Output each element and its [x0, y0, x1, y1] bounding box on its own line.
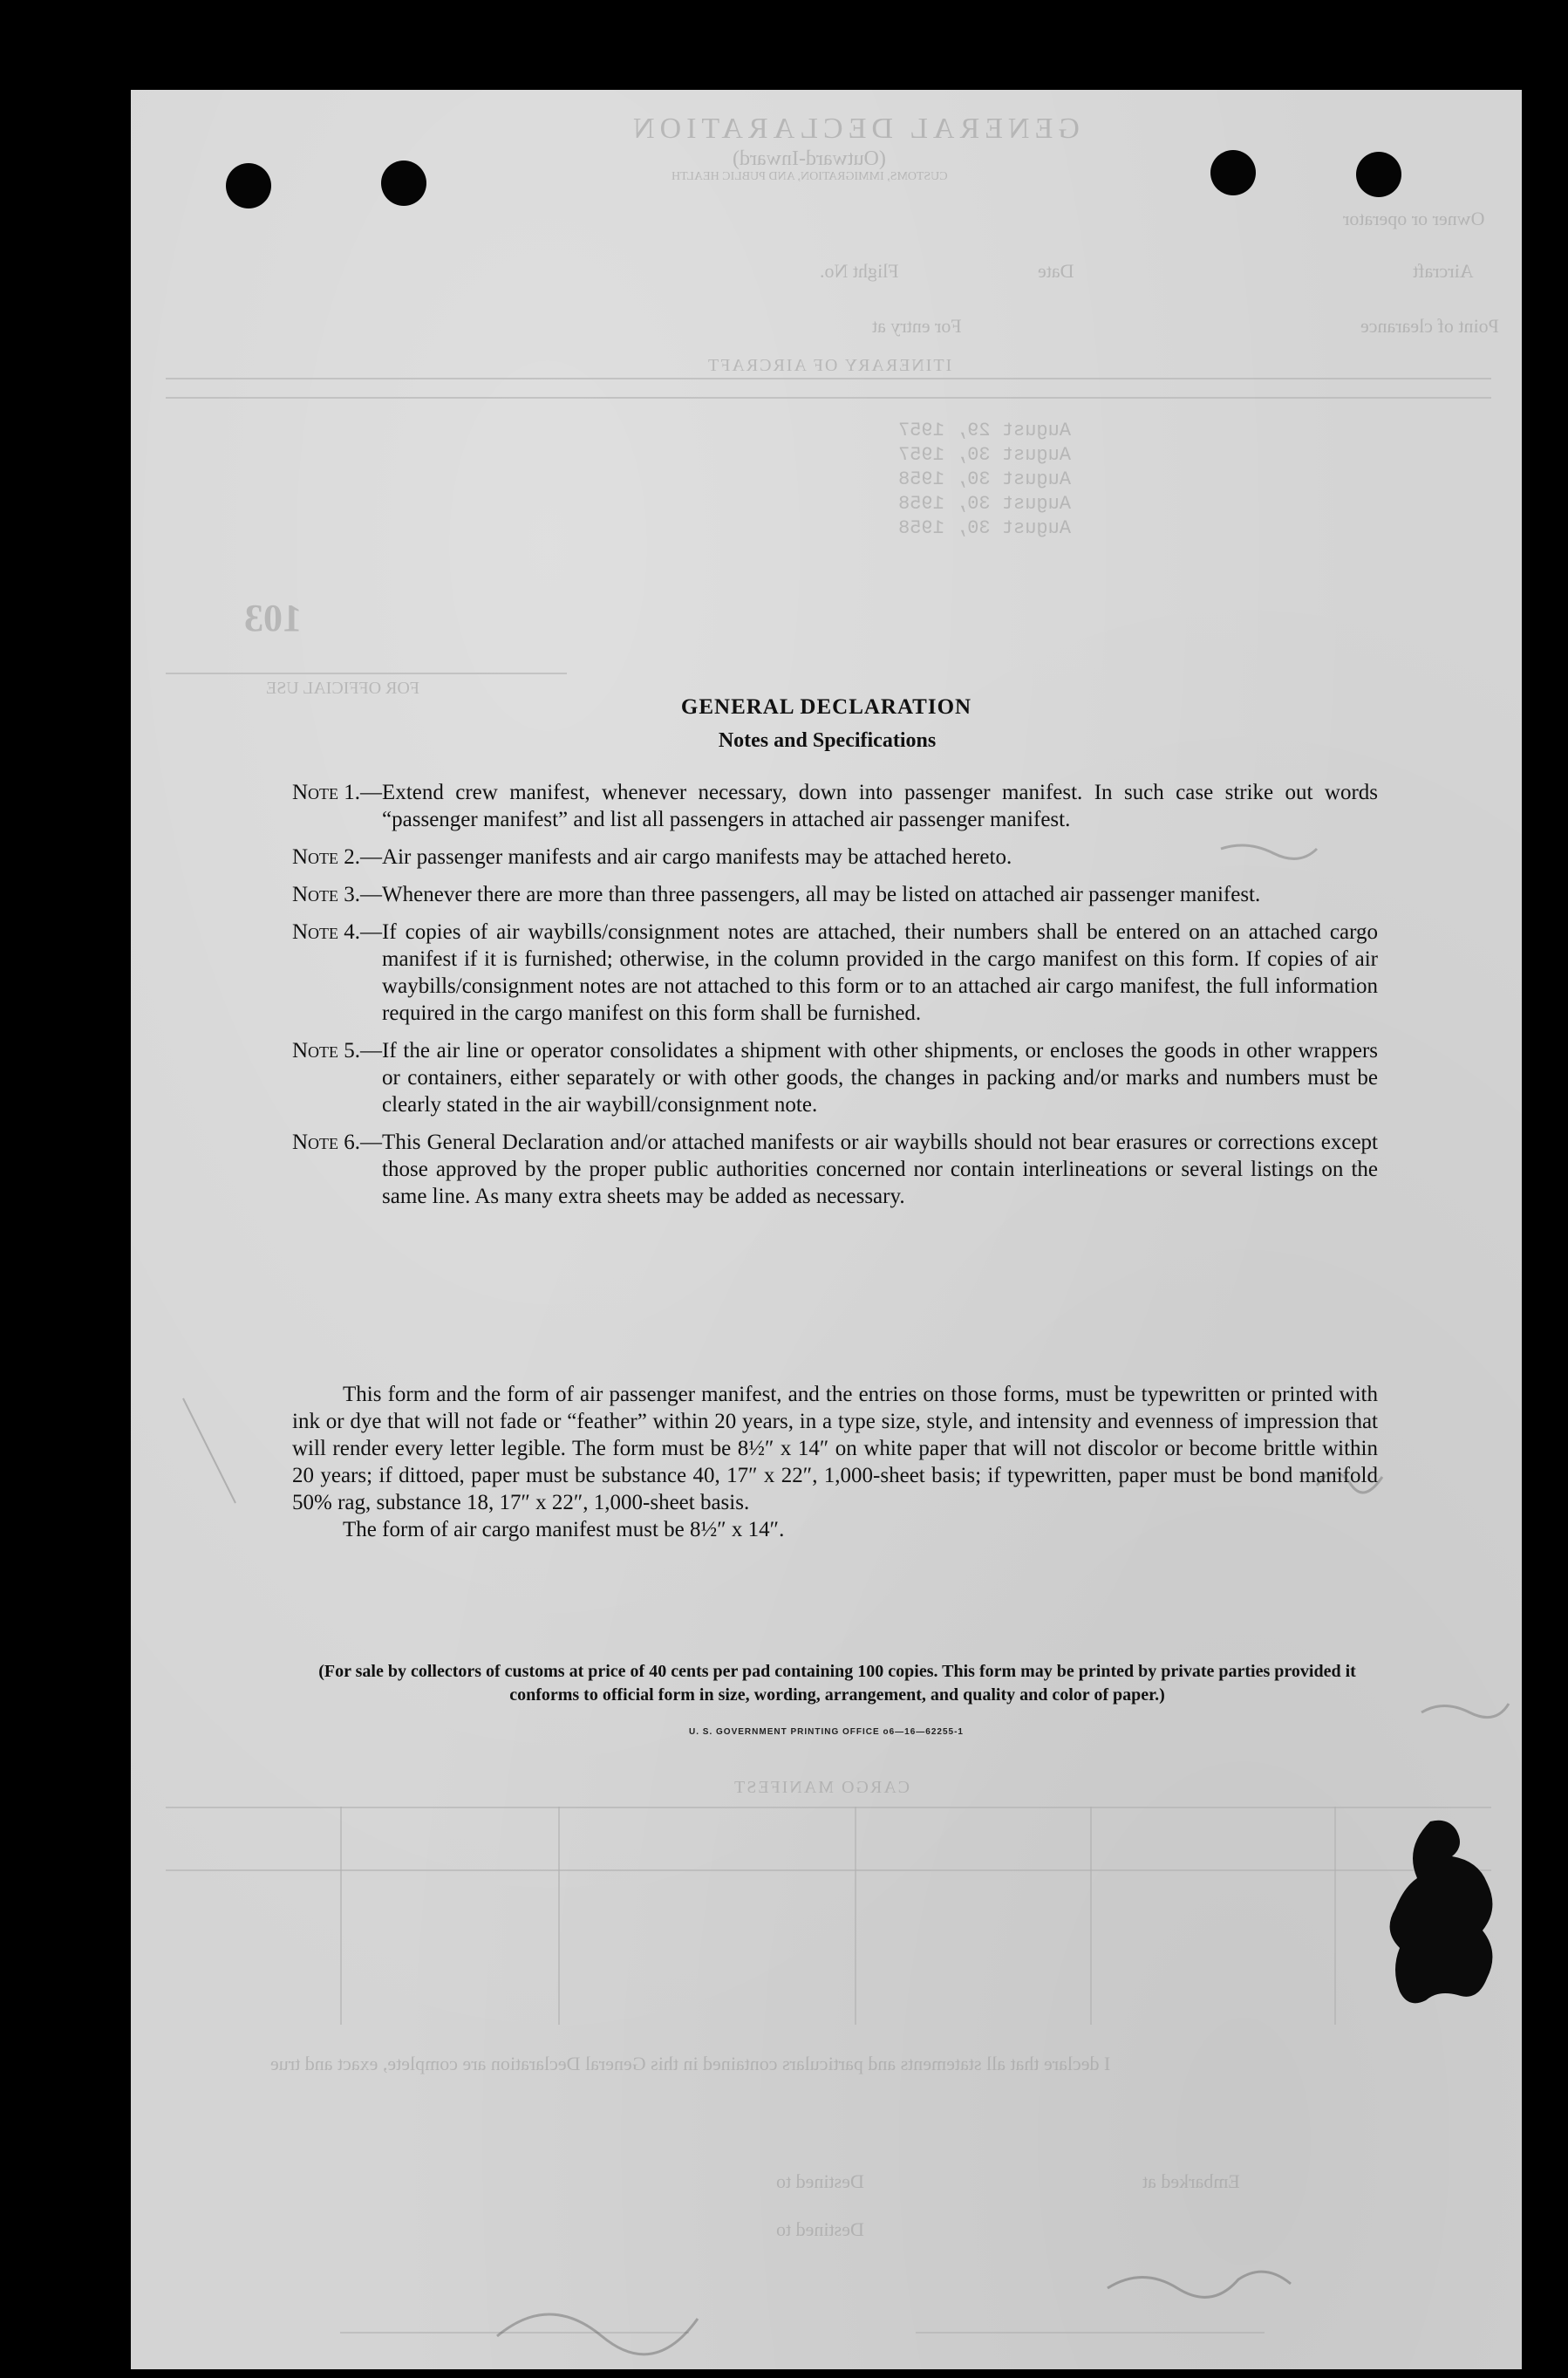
- note-label: Note 5.—: [292, 1039, 383, 1063]
- showthrough-official-use: FOR OFFICIAL USE: [266, 679, 419, 698]
- note-text: If the air line or operator consolidates a shipment with other shipments, or encloses the goods in other wrappers or containers, either separately or with other goods, the changes in packing and/or marks and numbers must be clearly stated in the air waybill/consignment note.: [382, 1039, 1378, 1117]
- notes-list: [292, 779, 1378, 1220]
- showthrough-itinerary-row-1: August 29, 1957: [898, 420, 1072, 441]
- showthrough-cargo-heading: CARGO MANIFEST: [733, 1778, 910, 1797]
- note-4: [292, 919, 1378, 1027]
- form-paragraph: This form and the form of air passenger manifest, and the entries on those forms, must be typewritten or printed with ink or dye that will not fade or “feather” within 20 years, in a type size, style, and intensity and evenness of impression that will render every letter legible. The form must be 8½″ x 14″ on white paper that will not discolor or become brittle within 20 years; if dittoed, paper must be substance 40, 17″ x 22″, 1,000-sheet basis; if typewritten, paper must be bond manifold 50% rag, substance 18, 17″ x 22″, 1,000-sheet basis.: [292, 1383, 1378, 1514]
- ink-stain: [1369, 1813, 1509, 2005]
- showthrough-itinerary-row-5: August 30, 1958: [898, 517, 1072, 539]
- note-label: Note 6.—: [292, 1131, 383, 1154]
- showthrough-itinerary: ITINERARY OF AIRCRAFT: [706, 356, 952, 375]
- showthrough-line-flight: Flight No.: [820, 260, 899, 282]
- note-text: This General Declaration and/or attached manifests or air waybills should not bear erasures or corrections except those approved by the proper public authorities concerned nor contain interlineations or several listings on the same line. As many extra sheets may be added as necessary.: [382, 1131, 1378, 1208]
- note-label: Note 1.—: [292, 781, 383, 804]
- document-sheet: [131, 90, 1522, 2369]
- showthrough-subtitle: (Outward-Inward): [733, 147, 886, 170]
- note-1: [292, 779, 1378, 833]
- showthrough-line-aircraft: Aircraft: [1413, 260, 1474, 282]
- showthrough-line-entry: For entry at: [872, 315, 962, 337]
- note-text: Whenever there are more than three passengers, all may be listed on attached air passenger manifest.: [382, 883, 1261, 906]
- showthrough-embarked: Embarked at: [1142, 2170, 1240, 2192]
- showthrough-line-clearance: Point of clearance: [1360, 315, 1499, 337]
- page-subtitle: Notes and Specifications: [718, 729, 937, 752]
- pencil-marks: [131, 90, 1522, 2369]
- showthrough-waybill-count: 103: [244, 597, 302, 639]
- showthrough-itinerary-row-3: August 30, 1958: [898, 468, 1072, 490]
- page-title: GENERAL DECLARATION: [680, 695, 972, 719]
- showthrough-itinerary-row-2: August 30, 1957: [898, 444, 1072, 466]
- showthrough-destined-2: Destined to: [776, 2218, 864, 2240]
- note-5: [292, 1037, 1378, 1118]
- note-label: Note 4.—: [292, 920, 383, 944]
- note-text: Air passenger manifests and air cargo manifests may be attached hereto.: [382, 845, 1012, 869]
- cargo-manifest-size: The form of air cargo manifest must be 8½″ x 14″.: [343, 1518, 785, 1541]
- showthrough-line-date: Date: [1038, 260, 1074, 282]
- printer-line: U. S. GOVERNMENT PRINTING OFFICE o6—16—62255-1: [689, 1727, 964, 1737]
- note-6: [292, 1129, 1378, 1210]
- note-3: [292, 881, 1378, 908]
- showthrough-destined-1: Destined to: [776, 2170, 864, 2192]
- sale-notice: (For sale by collectors of customs at price of 40 cents per pad containing 100 copies. This form may be printed by private parties provided it conforms to official form in size, wording, arrangement, and quality and color of paper.): [318, 1662, 1356, 1705]
- showthrough-line-owner: Owner or operator: [1343, 208, 1485, 229]
- note-text: Extend crew manifest, whenever necessary, down into passenger manifest. In such case strike out words “passenger manifest” and list all passengers in attached air passenger manifest.: [382, 781, 1378, 831]
- note-text: If copies of air waybills/consignment notes are attached, their numbers shall be entered on an attached cargo manifest if it is furnished; otherwise, in the column provided in the cargo manifest on this form. If copies of air waybills/consignment notes are not attached to this form or to an attached air cargo manifest, the full information required in the cargo manifest on this form shall be furnished.: [382, 920, 1378, 1025]
- note-label: Note 2.—: [292, 845, 383, 869]
- showthrough-title: GENERAL DECLARATION: [628, 113, 1080, 145]
- form-specifications: [292, 1381, 1378, 1543]
- note-label: Note 3.—: [292, 883, 383, 906]
- showthrough-agency: CUSTOMS, IMMIGRATION, AND PUBLIC HEALTH: [672, 170, 948, 183]
- showthrough-itinerary-row-4: August 30, 1958: [898, 493, 1072, 515]
- showthrough-declaration: I declare that all statements and particulars contained in this General Declaration are complete, exact and true: [270, 2053, 1111, 2074]
- note-2: [292, 844, 1378, 871]
